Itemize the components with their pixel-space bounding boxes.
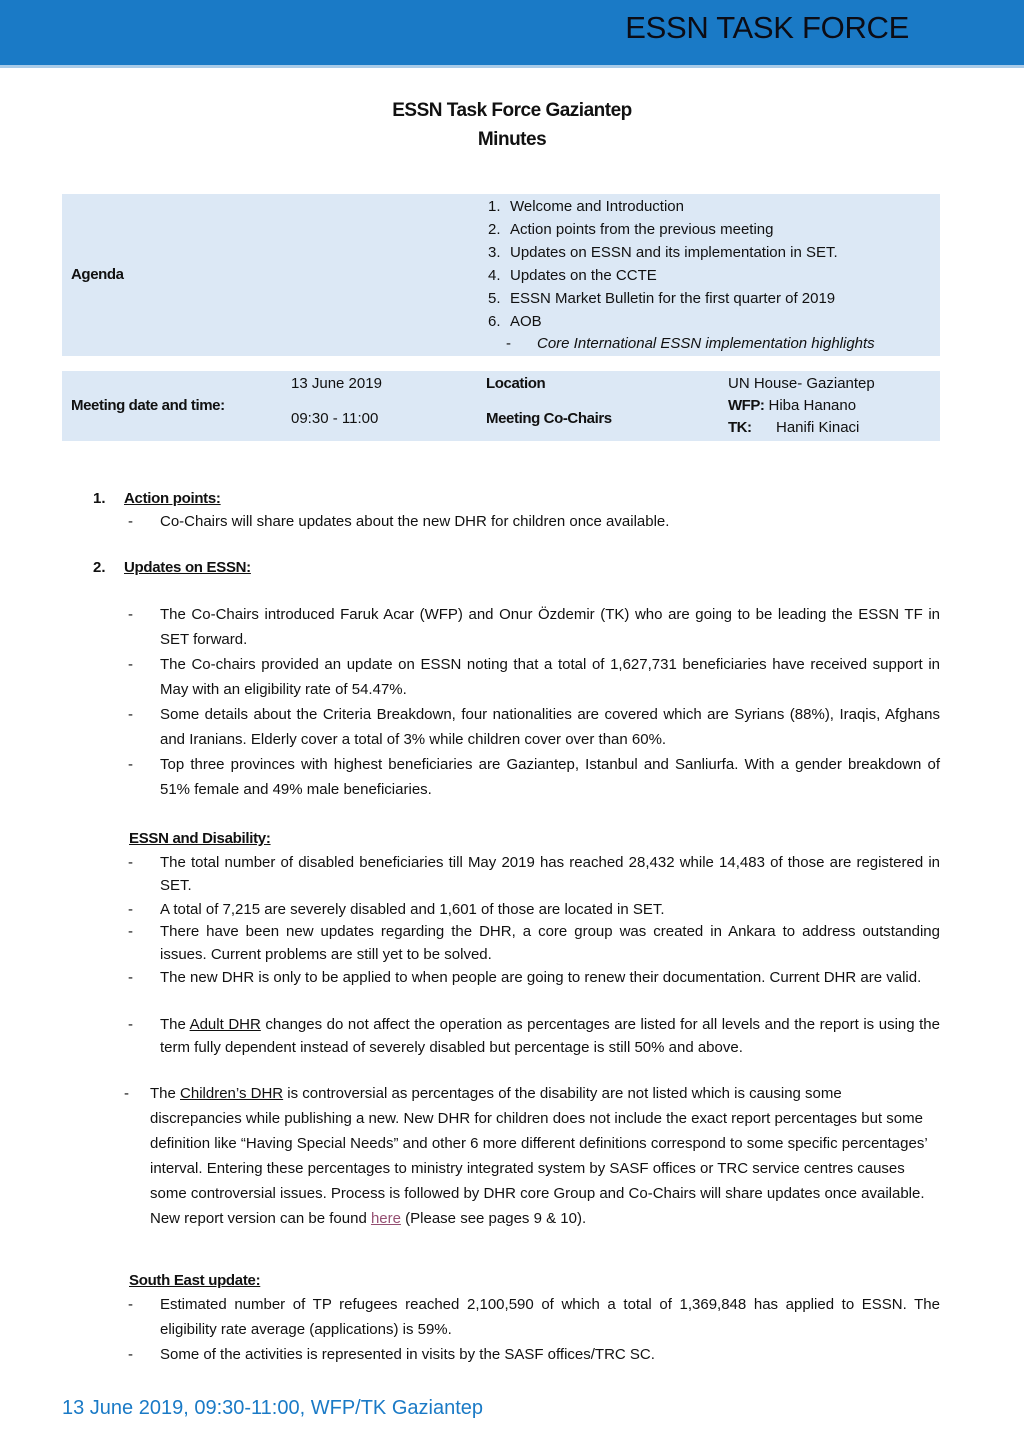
agenda-item-text: Updates on ESSN and its implementation in SET. <box>510 244 838 261</box>
agenda-item-number: 3. <box>488 244 501 261</box>
list-item-text: A total of 7,215 are severely disabled and 1,601 of those are located in SET. <box>160 901 665 918</box>
dash-bullet: - <box>128 656 133 673</box>
list-item-text: The new DHR is only to be applied to when people are going to renew their documentation. Current DHR are valid. <box>160 969 922 986</box>
co-chair-name: Hanifi Kinaci <box>776 419 860 436</box>
list-item-text <box>150 1081 936 1231</box>
co-chair-tk <box>728 419 859 436</box>
banner-title: ESSN TASK FORCE <box>625 10 909 45</box>
dash-bullet: - <box>506 335 511 352</box>
section-heading-updates-essn: Updates on ESSN: <box>124 559 251 576</box>
list-item-text: Some of the activities is represented in visits by the SASF offices/TRC SC. <box>160 1346 655 1363</box>
agenda-item <box>488 196 838 219</box>
list-item-text: The Co-chairs provided an update on ESSN noting that a total of 1,627,731 beneficiaries have received support in May with an eligibility rate of 54.47%. <box>160 656 940 698</box>
meeting-time: 09:30 - 11:00 <box>291 410 379 427</box>
list-item-adult-dhr <box>128 1013 940 1059</box>
agenda-item-number: 6. <box>488 313 501 330</box>
dash-bullet: - <box>128 706 133 723</box>
list-item-text: Estimated number of TP refugees reached 2,100,590 of which a total of 1,369,848 has applied to ESSN. The eligibility rate average (applications) is 59%. <box>160 1296 940 1338</box>
page-footer: 13 June 2019, 09:30-11:00, WFP/TK Gaziantep <box>62 1397 483 1419</box>
agenda-item-text: Action points from the previous meeting <box>510 221 774 238</box>
agenda-item-text: Updates on the CCTE <box>510 267 657 284</box>
agenda-item-number: 2. <box>488 221 501 238</box>
agenda-sub-item-text: Core International ESSN implementation highlights <box>537 335 875 352</box>
list-item-text: The total number of disabled beneficiaries till May 2019 has reached 28,432 while 14,483 of those are registered in SET. <box>160 854 940 894</box>
list-item <box>128 703 940 752</box>
dash-bullet: - <box>128 756 133 773</box>
co-chair-wfp <box>728 397 856 414</box>
agenda-item-number: 5. <box>488 290 501 307</box>
dash-bullet: - <box>124 1085 129 1102</box>
header-banner <box>0 0 1024 68</box>
meeting-date-label: Meeting date and time: <box>71 397 225 414</box>
agenda-item-number: 4. <box>488 267 501 284</box>
dash-bullet: - <box>128 1346 133 1363</box>
agenda-item-text: ESSN Market Bulletin for the first quarter of 2019 <box>510 290 836 307</box>
dash-bullet: - <box>128 901 133 918</box>
adult-dhr-term: Adult DHR <box>189 1016 261 1033</box>
report-link[interactable]: here <box>370 1210 401 1227</box>
co-chairs-label: Meeting Co-Chairs <box>486 410 612 427</box>
meeting-date: 13 June 2019 <box>291 375 382 392</box>
agenda-item <box>488 242 838 265</box>
dash-bullet: - <box>128 1016 133 1033</box>
children-dhr-term: Children’s DHR <box>180 1085 284 1102</box>
list-item-children-dhr <box>124 1081 936 1231</box>
list-item-text: The Co-Chairs introduced Faruk Acar (WFP) and Onur Özdemir (TK) who are going to be leading the ESSN TF in SET forward. <box>160 606 940 648</box>
list-item <box>128 920 940 966</box>
agenda-item <box>488 311 838 334</box>
agenda-item-text: Welcome and Introduction <box>510 198 684 215</box>
list-item-text: Co-Chairs will share updates about the new DHR for children once available. <box>160 513 670 530</box>
list-item <box>128 753 940 802</box>
list-item <box>128 603 940 652</box>
list-item-text <box>160 1013 940 1059</box>
text-fragment: is controversial as percentages of the disability are not listed which is causing some discrepancies while publishing a new. New DHR for children does not include the exact report percentages but some definition like “Having Special Needs” and other 6 more different definitions correspond to some specific percentages’ interval. Entering these percentages to ministry integrated system by SASF offices or TRC service centres causes some controversial issues. Process is followed by DHR core Group and Co-Chairs will share updates once available. New report version can be found <box>150 1085 928 1227</box>
text-fragment: The <box>150 1085 181 1102</box>
text-fragment: The <box>160 1016 190 1033</box>
agenda-list <box>488 196 838 334</box>
agenda-item-text: AOB <box>510 313 542 330</box>
document-title: ESSN Task Force Gaziantep <box>392 100 632 121</box>
dash-bullet: - <box>128 923 133 940</box>
agenda-item-number: 1. <box>488 198 501 215</box>
list-item <box>128 653 940 702</box>
list-item <box>128 966 940 989</box>
agenda-item <box>488 288 838 311</box>
section-heading-action-points: Action points: <box>124 490 221 507</box>
list-item-text: Some details about the Criteria Breakdown, four nationalities are covered which are Syrians (88%), Iraqis, Afghans and Iranians. Elderly cover a total of 3% while children cover over than 60%. <box>160 706 940 748</box>
location-label: Location <box>486 375 546 392</box>
agenda-item <box>488 219 838 242</box>
agenda-item <box>488 265 838 288</box>
co-chair-org: WFP: <box>728 397 765 414</box>
subsection-heading-south-east: South East update: <box>129 1272 261 1289</box>
list-item <box>128 1293 940 1342</box>
subsection-heading-disability: ESSN and Disability: <box>129 830 271 847</box>
meeting-info-table <box>62 371 940 441</box>
dash-bullet: - <box>128 1296 133 1313</box>
dash-bullet: - <box>128 513 133 530</box>
section-number: 2. <box>93 559 106 576</box>
dash-bullet: - <box>128 606 133 623</box>
list-item-text: There have been new updates regarding the DHR, a core group was created in Ankara to address outstanding issues. Current problems are still yet to be solved. <box>160 923 940 963</box>
list-item <box>128 1343 940 1368</box>
dash-bullet: - <box>128 969 133 986</box>
text-fragment: changes do not affect the operation as percentages are listed for all levels and the report is using the term fully dependent instead of severely disabled but percentage is still 50% and above. <box>160 1016 940 1056</box>
document-subtitle: Minutes <box>477 129 547 150</box>
agenda-label: Agenda <box>71 266 124 283</box>
list-item <box>128 851 940 897</box>
agenda-table <box>62 194 940 356</box>
co-chair-org: TK: <box>728 419 752 436</box>
list-item <box>128 510 940 535</box>
list-item-text: Top three provinces with highest beneficiaries are Gaziantep, Istanbul and Sanliurfa. With a gender breakdown of 51% female and 49% male beneficiaries. <box>160 756 940 798</box>
location-value: UN House- Gaziantep <box>728 375 875 392</box>
dash-bullet: - <box>128 854 133 871</box>
text-fragment: (Please see pages 9 & 10). <box>401 1210 587 1227</box>
co-chair-name: Hiba Hanano <box>768 397 857 414</box>
agenda-sub-item <box>506 335 875 352</box>
list-item <box>128 898 940 921</box>
section-number: 1. <box>93 490 106 507</box>
